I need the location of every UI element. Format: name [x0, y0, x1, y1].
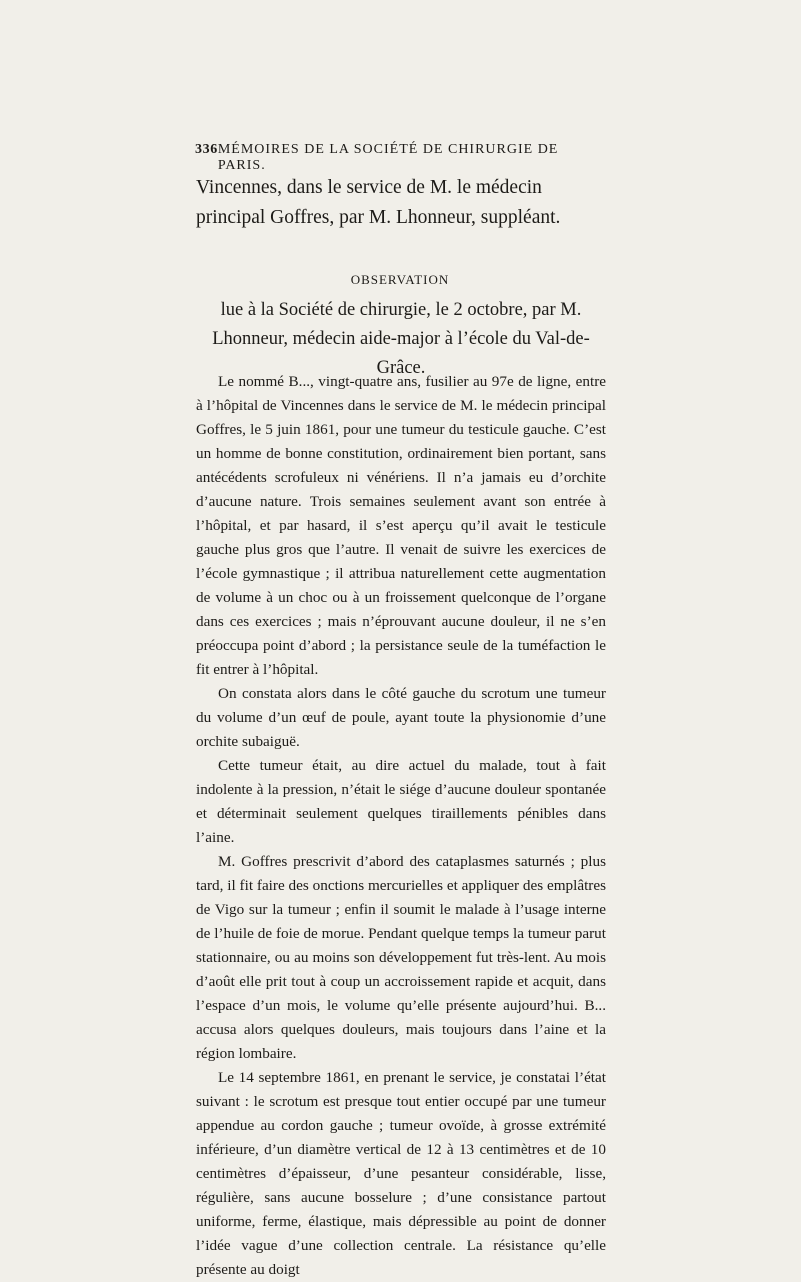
observation-subtitle: lue à la Société de chirurgie, le 2 octobre, par M. Lhonneur, médecin aide-major à l’école du Val-de-Grâce.: [212, 300, 590, 378]
intro-text: Vincennes, dans le service de M. le médecin principal Goffres, par M. Lhonneur, suppléant.: [196, 177, 561, 228]
paragraph: M. Goffres prescrivit d’abord des cataplasmes saturnés ; plus tard, il fit faire des onctions mercurielles et appliquer des emplâtres de Vigo sur la tumeur ; enfin il soumit le malade à l’usage interne de l’huile de foie de morue. Pendant quelque temps la tumeur parut stationnaire, ou au moins son développement fut très-lent. Au mois d’août elle prit tout à coup un accroissement rapide et acquit, dans l’espace d’un mois, le volume qu’elle présente aujourd’hui. B... accusa alors quelques douleurs, mais toujours dans l’aine et la région lombaire.: [196, 853, 606, 1062]
page-number: 336: [195, 142, 218, 157]
observation-body: [196, 370, 606, 1282]
running-head: MÉMOIRES DE LA SOCIÉTÉ DE CHIRURGIE DE PARIS.: [217, 142, 559, 173]
observation-title: OBSERVATION: [350, 272, 450, 287]
paragraph: Cette tumeur était, au dire actuel du malade, tout à fait indolente à la pression, n’était le siége d’aucune douleur spontanée et déterminait seulement quelques tiraillements pénibles dans l’aine.: [196, 757, 606, 846]
paragraph: Le 14 septembre 1861, en prenant le service, je constatai l’état suivant : le scrotum est presque tout entier occupé par une tumeur appendue au cordon gauche ; tumeur ovoïde, à grosse extrémité inférieure, d’un diamètre vertical de 12 à 13 centimètres et de 10 centimètres d’épaisseur, d’une pesanteur considérable, lisse, régulière, sans aucune bosselure ; d’une consistance partout uniforme, ferme, élastique, mais dépressible au point de donner l’idée vague d’une collection centrale. La résistance qu’elle présente au doigt: [196, 1069, 606, 1278]
paragraph: Le nommé B..., vingt-quatre ans, fusilier au 97e de ligne, entre à l’hôpital de Vincennes dans le service de M. le médecin principal Goffres, le 5 juin 1861, pour une tumeur du testicule gauche. C’est un homme de bonne constitution, ordinairement bien portant, sans antécédents scrofuleux ni vénériens. Il n’a jamais eu d’orchite d’aucune nature. Trois semaines seulement avant son entrée à l’hôpital, et par hasard, il s’est aperçu qu’il avait le testicule gauche plus gros que l’autre. Il venait de suivre les exercices de l’école gymnastique ; il attribua naturellement cette augmentation de volume à un choc ou à un froissement quelconque de l’organe dans ces exercices ; mais n’éprouvant aucune douleur, il ne s’en préoccupa point d’abord ; la persistance seule de la tuméfaction le fit entrer à l’hôpital.: [196, 373, 606, 678]
paragraph: On constata alors dans le côté gauche du scrotum une tumeur du volume d’un œuf de poule, ayant toute la physionomie d’une orchite subaiguë.: [196, 685, 606, 750]
page-header: [195, 142, 600, 174]
